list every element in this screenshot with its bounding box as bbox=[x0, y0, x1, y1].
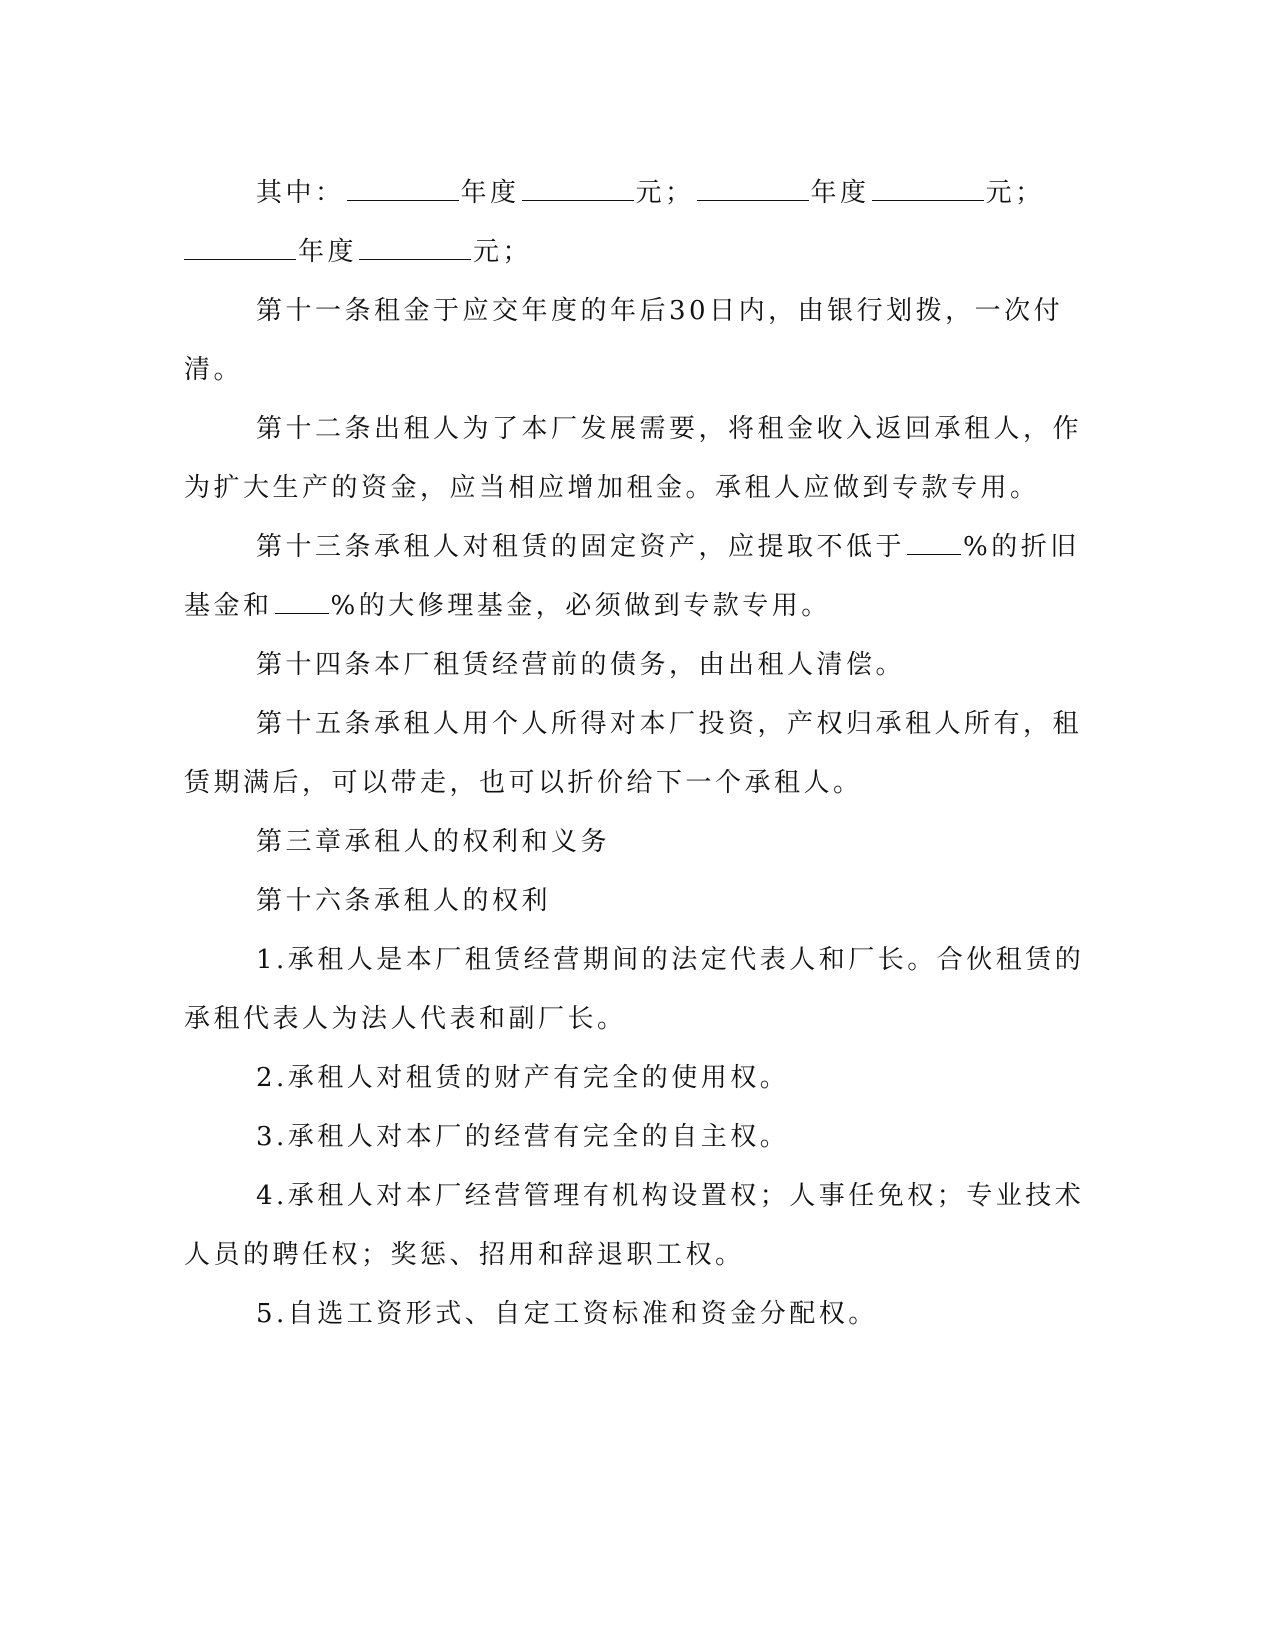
article-15-line-1: 第十五条承租人用个人所得对本厂投资，产权归承租人所有，租 bbox=[256, 709, 1083, 739]
item-4 bbox=[184, 1167, 1084, 1285]
year-word-2: 年度 bbox=[810, 178, 870, 208]
year-blank-3[interactable] bbox=[184, 237, 296, 260]
article-15-line-2: 赁期满后，可以带走，也可以折价给下一个承租人。 bbox=[184, 768, 863, 798]
article-12-line-1: 第十二条出租人为了本厂发展需要，将租金收入返回承租人，作 bbox=[256, 414, 1083, 444]
article-11 bbox=[184, 282, 1084, 400]
document-body bbox=[184, 164, 1084, 1344]
item-5 bbox=[184, 1285, 1084, 1344]
year-word-3: 年度 bbox=[298, 237, 358, 267]
item-5-line: 5.自选工资形式、自定工资标准和资金分配权。 bbox=[256, 1299, 878, 1329]
depreciation-rate-blank[interactable] bbox=[907, 532, 961, 555]
yuan-sep-1: 元； bbox=[635, 178, 695, 208]
chapter-3-heading bbox=[184, 813, 1084, 872]
item-2-line: 2.承租人对租赁的财产有完全的使用权。 bbox=[256, 1063, 790, 1093]
yuan-sep-2: 元； bbox=[985, 178, 1045, 208]
article-16-title: 第十六条承租人的权利 bbox=[256, 886, 552, 916]
amount-blank-2[interactable] bbox=[872, 178, 984, 201]
article-13-text-1: 第十三条承租人对租赁的固定资产，应提取不低于 bbox=[256, 532, 906, 562]
item-4-line-1: 4.承租人对本厂经营管理有机构设置权；人事任免权；专业技术 bbox=[256, 1181, 1085, 1211]
year-blank-2[interactable] bbox=[697, 178, 809, 201]
year-blank-1[interactable] bbox=[347, 178, 459, 201]
item-2 bbox=[184, 1049, 1084, 1108]
article-13 bbox=[184, 518, 1084, 636]
article-13-line-2 bbox=[184, 577, 1084, 636]
overhaul-rate-blank[interactable] bbox=[275, 591, 329, 614]
article-14 bbox=[184, 636, 1084, 695]
article-12-line-2: 为扩大生产的资金，应当相应增加租金。承租人应做到专款专用。 bbox=[184, 473, 1040, 503]
article-14-line: 第十四条本厂租赁经营前的债务，由出租人清偿。 bbox=[256, 650, 906, 680]
item-4-line-2: 人员的聘任权；奖惩、招用和辞退职工权。 bbox=[184, 1240, 745, 1270]
article-11-line-2: 清。 bbox=[184, 355, 244, 385]
rent-breakdown-line-1 bbox=[184, 164, 1084, 223]
article-13-text-4: %的大修理基金，必须做到专款专用。 bbox=[330, 591, 831, 621]
article-15 bbox=[184, 695, 1084, 813]
item-1-line-2: 承租代表人为法人代表和副厂长。 bbox=[184, 1004, 627, 1034]
item-3-line: 3.承租人对本厂的经营有完全的自主权。 bbox=[256, 1122, 790, 1152]
article-13-line-1 bbox=[184, 518, 1084, 577]
article-16-heading bbox=[184, 872, 1084, 931]
item-1 bbox=[184, 931, 1084, 1049]
item-3 bbox=[184, 1108, 1084, 1167]
article-13-text-3: 基金和 bbox=[184, 591, 273, 621]
yuan-sep-3: 元； bbox=[473, 237, 533, 267]
amount-blank-3[interactable] bbox=[359, 237, 471, 260]
article-12 bbox=[184, 400, 1084, 518]
rent-breakdown-paragraph bbox=[184, 164, 1084, 282]
rent-breakdown-prefix: 其中： bbox=[256, 178, 345, 208]
rent-breakdown-line-2 bbox=[184, 223, 1084, 282]
item-1-line-1: 1.承租人是本厂租赁经营期间的法定代表人和厂长。合伙租赁的 bbox=[256, 945, 1085, 975]
article-13-text-2: %的折旧 bbox=[963, 532, 1080, 562]
year-word-1: 年度 bbox=[460, 178, 520, 208]
chapter-3-title: 第三章承租人的权利和义务 bbox=[256, 827, 611, 857]
article-11-line-1: 第十一条租金于应交年度的年后30日内，由银行划拨，一次付 bbox=[256, 296, 1064, 326]
amount-blank-1[interactable] bbox=[522, 178, 634, 201]
